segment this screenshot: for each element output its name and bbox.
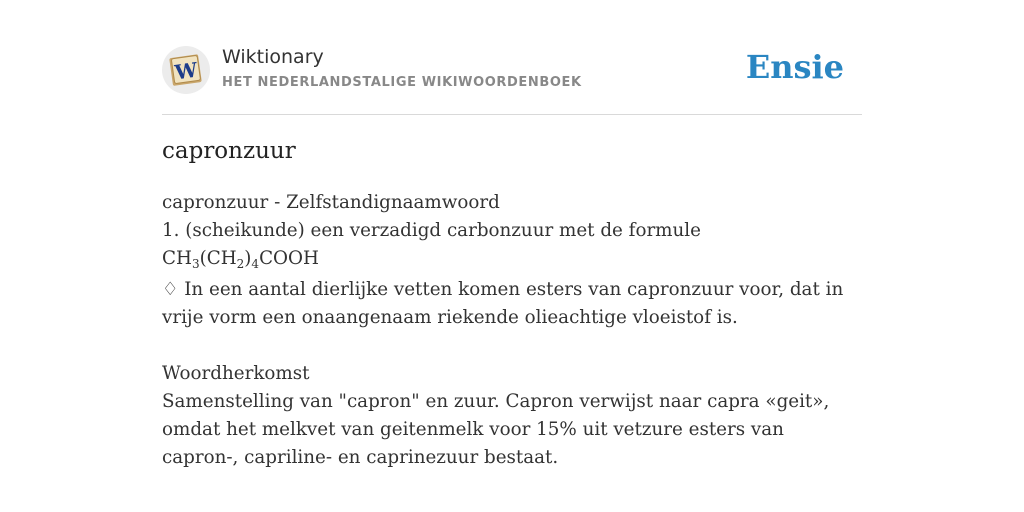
wiktionary-logo[interactable] <box>162 46 210 94</box>
etymology-text: Samenstelling van "capron" en zuur. Capron verwijst naar capra «geit», omdat het melkvet van geitenmelk voor 15% uit vetzure esters van capron-, capriline- en caprinezuur bestaat. <box>162 391 830 468</box>
page-title: capronzuur <box>162 138 296 164</box>
ensie-brand-logo[interactable]: Ensie <box>745 48 844 86</box>
site-subtitle: HET NEDERLANDSTALIGE WIKIWOORDENBOEK <box>222 75 582 90</box>
part-of-speech-line: capronzuur - Zelfstandignaamwoord <box>162 192 500 213</box>
etymology-heading: Woordherkomst <box>162 363 310 384</box>
svg-text:W: W <box>173 57 199 85</box>
definition: 1. (scheikunde) een verzadigd carbonzuur met de formule $CH_3(CH_2)_4COOH$ <box>162 220 701 271</box>
site-title[interactable]: Wiktionary <box>222 46 324 68</box>
wiktionary-tile-icon <box>168 52 204 88</box>
example-sentence: ♢ In een aantal dierlijke vetten komen esters van capronzuur voor, dat in vrije vorm een onaangenaam riekende olieachtige vloeistof is. <box>162 279 844 328</box>
site-header <box>162 44 862 115</box>
entry-content <box>162 189 862 472</box>
